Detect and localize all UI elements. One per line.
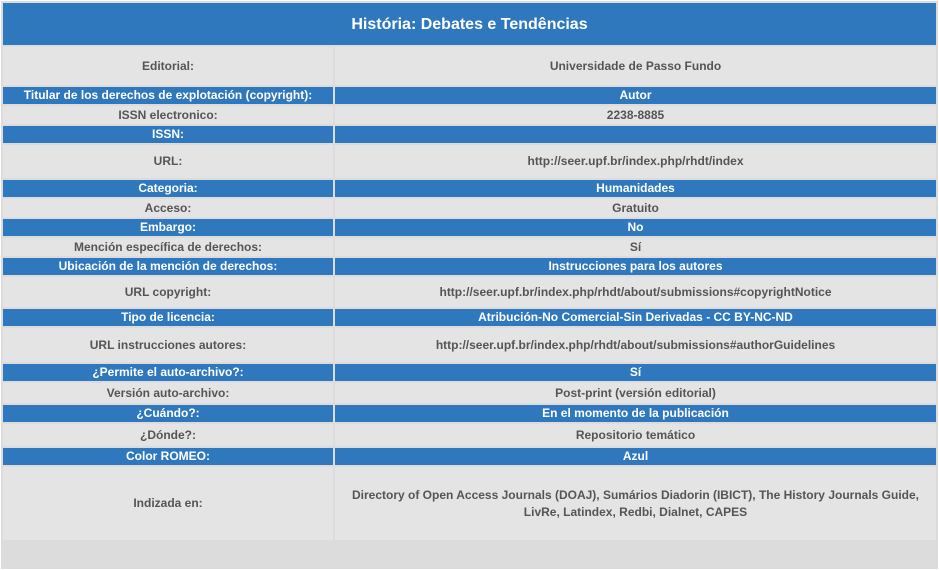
info-row-value: Autor [335, 87, 936, 104]
info-row [3, 309, 936, 326]
info-row-value: http://seer.upf.br/index.php/rhdt/about/submissions#authorGuidelines [335, 328, 936, 362]
info-row [3, 277, 936, 307]
journal-info-panel [1, 1, 938, 569]
info-row-label: Versión auto-archivo: [3, 383, 333, 403]
info-row [3, 199, 936, 217]
info-row [3, 87, 936, 104]
info-row-value: Azul [335, 448, 936, 465]
info-row-label: Editorial: [3, 47, 333, 85]
info-row [3, 364, 936, 381]
info-row [3, 238, 936, 256]
info-row-value: En el momento de la publicación [335, 405, 936, 422]
info-row-value: Humanidades [335, 180, 936, 197]
info-row-value: 2238-8885 [335, 106, 936, 124]
info-row-label: Categoria: [3, 180, 333, 197]
info-row-value: Instrucciones para los autores [335, 258, 936, 275]
info-row [3, 47, 936, 85]
info-row-label: URL copyright: [3, 277, 333, 307]
info-row [3, 424, 936, 446]
info-row-label: Embargo: [3, 219, 333, 236]
info-row-value: Directory of Open Access Journals (DOAJ), Sumários Diadorin (IBICT), The History Journals Guide, LivRe, Latindex, Redbi, Dialnet, CAPES [335, 467, 936, 540]
info-row-label: Ubicación de la mención de derechos: [3, 258, 333, 275]
info-row-value: Atribución-No Comercial-Sin Derivadas - CC BY-NC-ND [335, 309, 936, 326]
info-row-label: ¿Cuándo?: [3, 405, 333, 422]
info-row-label: URL instrucciones autores: [3, 328, 333, 362]
info-row [3, 467, 936, 540]
info-row-label: Color ROMEO: [3, 448, 333, 465]
info-row [3, 448, 936, 465]
info-row-label: ¿Dónde?: [3, 424, 333, 446]
info-row-value: Gratuito [335, 199, 936, 217]
info-row-label: ISSN: [3, 126, 333, 143]
info-row-label: ¿Permite el auto-archivo?: [3, 364, 333, 381]
info-row [3, 383, 936, 403]
info-row-label: Tipo de licencia: [3, 309, 333, 326]
info-row [3, 180, 936, 197]
info-row-label: Acceso: [3, 199, 333, 217]
info-row-value: Sí [335, 238, 936, 256]
info-row-value: http://seer.upf.br/index.php/rhdt/index [335, 145, 936, 178]
info-row-label: URL: [3, 145, 333, 178]
title-row [3, 3, 936, 45]
info-row [3, 219, 936, 236]
info-row [3, 145, 936, 178]
info-row-value: Repositorio temático [335, 424, 936, 446]
info-row [3, 328, 936, 362]
info-row-value: http://seer.upf.br/index.php/rhdt/about/submissions#copyrightNotice [335, 277, 936, 307]
journal-info-table [1, 1, 938, 542]
info-row-value [335, 126, 936, 143]
info-row [3, 405, 936, 422]
info-row [3, 258, 936, 275]
info-row-value: Universidade de Passo Fundo [335, 47, 936, 85]
info-row-label: Mención específica de derechos: [3, 238, 333, 256]
info-row [3, 126, 936, 143]
info-row-value: No [335, 219, 936, 236]
info-row-label: ISSN electronico: [3, 106, 333, 124]
info-row-value: Post-print (versión editorial) [335, 383, 936, 403]
journal-title: História: Debates e Tendências [3, 3, 936, 45]
info-row-label: Indizada en: [3, 467, 333, 540]
info-row-value: Sí [335, 364, 936, 381]
info-row-label: Titular de los derechos de explotación (copyright): [3, 87, 333, 104]
info-row [3, 106, 936, 124]
